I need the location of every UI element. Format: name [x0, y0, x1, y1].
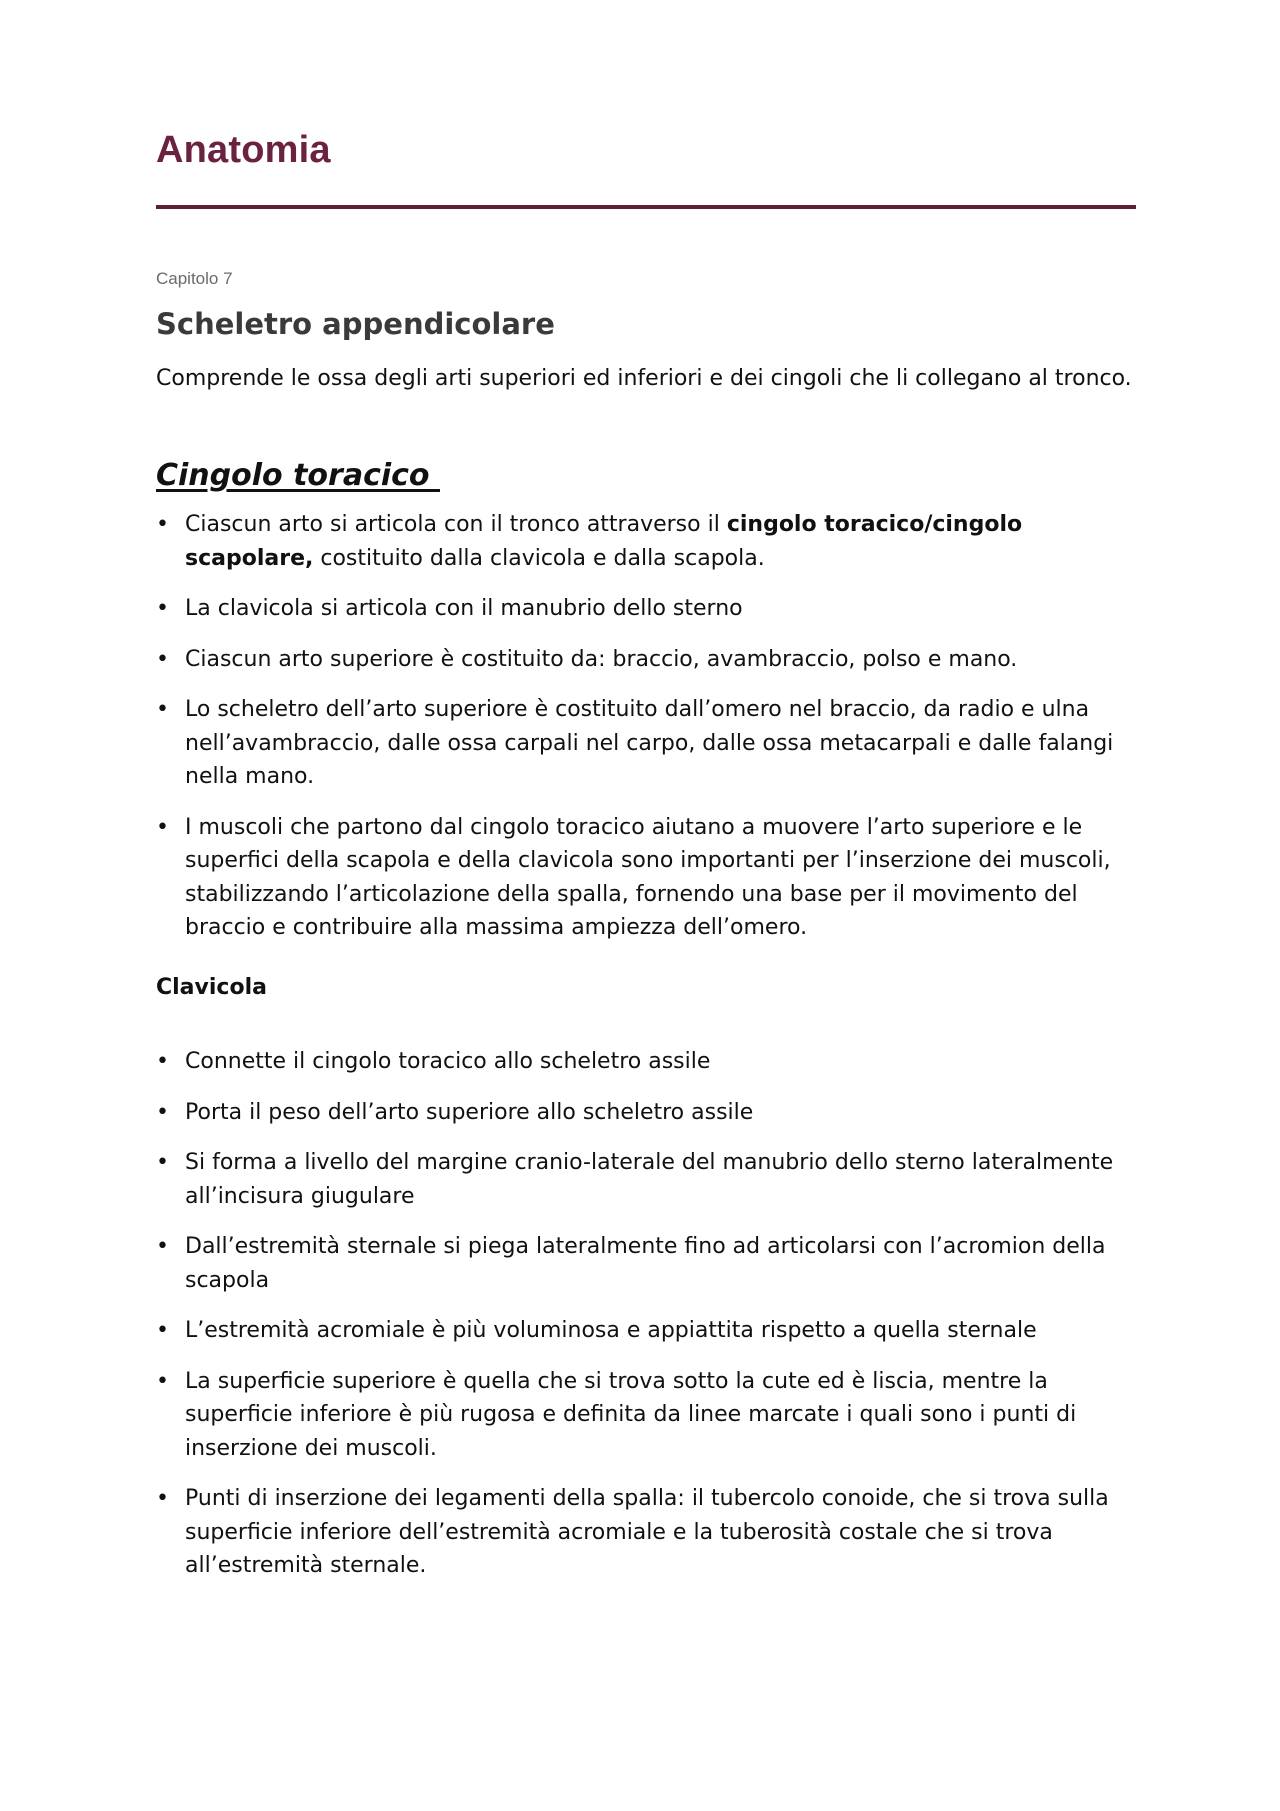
bullet-icon: •: [156, 1099, 169, 1125]
list-item: [156, 1314, 1136, 1348]
bullet-icon: •: [156, 646, 169, 672]
list-item: [156, 1096, 1136, 1130]
list-item-text-start: Ciascun arto si articola con il tronco attraverso il: [185, 512, 727, 537]
cingolo-bullet-list: [156, 508, 1136, 962]
list-item: [156, 1230, 1136, 1297]
list-item: [156, 693, 1136, 794]
document-title: Anatomia: [156, 129, 331, 171]
list-item-text: Ciascun arto superiore è costituito da: braccio, avambraccio, polso e mano.: [185, 646, 1018, 672]
list-item: [156, 508, 1136, 575]
list-item-text: La clavicola si articola con il manubrio dello sterno: [185, 596, 743, 621]
list-item-text: Si forma a livello del margine cranio-laterale del manubrio dello sterno lateralmente all’incisura giugulare: [185, 1150, 1114, 1209]
bullet-icon: •: [156, 1150, 169, 1175]
list-item: [156, 811, 1136, 945]
title-divider: [156, 205, 1136, 209]
list-item-bold-term: cingolo toracico/cingolo scapolare,: [185, 512, 1023, 571]
list-item: [156, 1146, 1136, 1213]
list-item: [156, 1365, 1136, 1466]
list-item: [156, 1482, 1136, 1583]
clavicola-bullet-list: [156, 1045, 1136, 1600]
list-item-text: L’estremità acromiale è più voluminosa e appiattita rispetto a quella sternale: [185, 1318, 1037, 1343]
bullet-icon: •: [156, 1486, 169, 1511]
list-item-text-end: costituito dalla clavicola e dalla scapola.: [313, 545, 765, 571]
list-item: [156, 592, 1136, 626]
bullet-icon: •: [156, 512, 169, 537]
list-item-text: I muscoli che partono dal cingolo toracico aiutano a muovere l’arto superiore e le superfici della scapola e della clavicola sono importanti per l’inserzione dei muscoli, stabilizzando l’articolazione della spalla, fornendo una base per il movimento del braccio e contribuire alla massima ampiezza dell’omero.: [185, 814, 1111, 940]
list-item-text: [185, 512, 1022, 571]
list-item-text: Dall’estremità sternale si piega lateralmente fino ad articolarsi con l’acromion della scapola: [185, 1234, 1106, 1293]
clavicola-heading: Clavicola: [156, 975, 267, 1000]
list-item-text: Punti di inserzione dei legamenti della spalla: il tubercolo conoide, che si trova sulla superficie inferiore dell’estremità acromiale e la tuberosità costale che si trova all’estremità sternale.: [185, 1486, 1109, 1578]
bullet-icon: •: [156, 697, 169, 722]
bullet-icon: •: [156, 1368, 169, 1394]
list-item: [156, 1045, 1136, 1079]
list-item: [156, 643, 1136, 677]
list-item-text: Connette il cingolo toracico allo scheletro assile: [185, 1049, 711, 1074]
section-title: Scheletro appendicolare: [156, 307, 555, 341]
bullet-icon: •: [156, 1234, 169, 1259]
bullet-icon: •: [156, 814, 169, 840]
bullet-icon: •: [156, 1049, 169, 1074]
list-item-text: La superficie superiore è quella che si trova sotto la cute ed è liscia, mentre la superficie inferiore è più rugosa e definita da linee marcate i quali sono i punti di inserzione dei muscoli.: [185, 1368, 1077, 1461]
bullet-icon: •: [156, 1318, 169, 1343]
list-item-text: Lo scheletro dell’arto superiore è costituito dall’omero nel braccio, da radio e ulna nell’avambraccio, dalle ossa carpali nel carpo, dalle ossa metacarpali e dalle falangi nella mano.: [185, 697, 1114, 789]
bullet-icon: •: [156, 596, 169, 621]
chapter-label: Capitolo 7: [156, 269, 233, 288]
intro-paragraph: Comprende le ossa degli arti superiori ed inferiori e dei cingoli che li collegano al tronco.: [156, 366, 1132, 391]
list-item-text: Porta il peso dell’arto superiore allo scheletro assile: [185, 1099, 754, 1125]
cingolo-heading: Cingolo toracico: [156, 458, 440, 493]
